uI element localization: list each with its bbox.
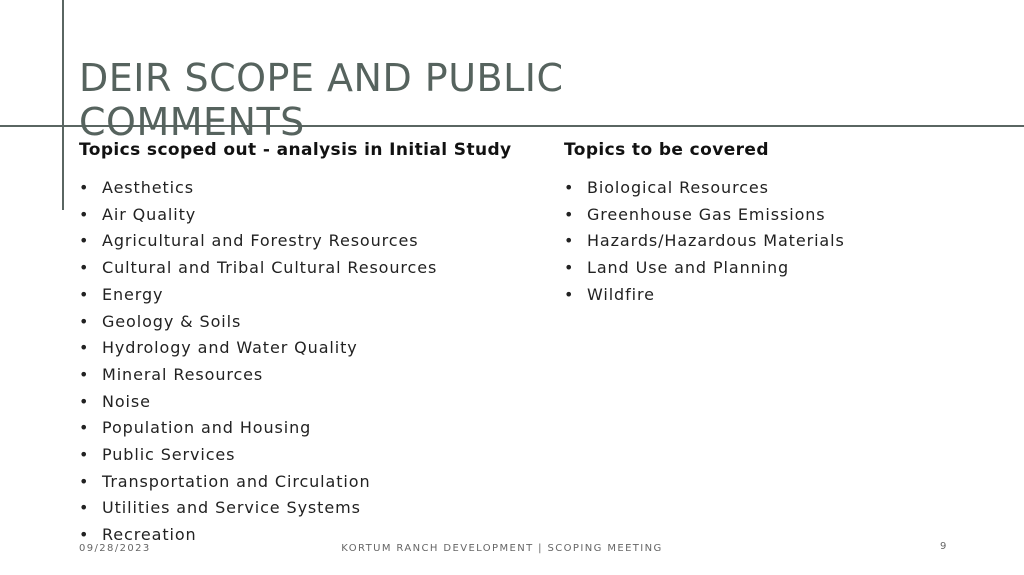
- list-item: • Energy: [79, 282, 549, 309]
- list-item: • Noise: [79, 389, 549, 416]
- bullet-icon: •: [79, 364, 90, 384]
- bullet-icon: •: [79, 525, 90, 545]
- list-item: • Aesthetics: [79, 175, 549, 202]
- bullet-icon: •: [79, 258, 90, 278]
- bullet-icon: •: [564, 258, 575, 278]
- scoped-out-heading: Topics scoped out - analysis in Initial Study: [79, 140, 512, 160]
- list-item: • Hazards/Hazardous Materials: [564, 228, 984, 255]
- bullet-icon: •: [79, 418, 90, 438]
- list-item: • Biological Resources: [564, 175, 984, 202]
- bullet-icon: •: [79, 445, 90, 465]
- scoped-out-list: [79, 175, 549, 549]
- list-item: • Public Services: [79, 442, 549, 469]
- list-item: • Hydrology and Water Quality: [79, 335, 549, 362]
- vertical-accent-line: [62, 0, 64, 210]
- slide-title: DEIR SCOPE AND PUBLIC COMMENTS: [79, 56, 564, 144]
- list-item: • Population and Housing: [79, 415, 549, 442]
- list-item: • Transportation and Circulation: [79, 469, 549, 496]
- bullet-icon: •: [79, 338, 90, 358]
- footer-date: 09/28/2023: [79, 543, 151, 554]
- bullet-icon: •: [564, 231, 575, 251]
- list-item: • Wildfire: [564, 282, 984, 309]
- bullet-icon: •: [564, 204, 575, 224]
- bullet-icon: •: [79, 284, 90, 304]
- list-item: • Air Quality: [79, 202, 549, 229]
- list-item: • Land Use and Planning: [564, 255, 984, 282]
- list-item: • Greenhouse Gas Emissions: [564, 202, 984, 229]
- list-item: • Recreation: [79, 522, 549, 549]
- bullet-icon: •: [564, 284, 575, 304]
- bullet-icon: •: [79, 498, 90, 518]
- bullet-icon: •: [79, 471, 90, 491]
- list-item: • Utilities and Service Systems: [79, 495, 549, 522]
- covered-column: [564, 138, 984, 309]
- list-item: • Mineral Resources: [79, 362, 549, 389]
- bullet-icon: •: [564, 178, 575, 197]
- footer-title: KORTUM RANCH DEVELOPMENT | SCOPING MEETING: [341, 543, 663, 554]
- list-item: • Cultural and Tribal Cultural Resources: [79, 255, 549, 282]
- scoped-out-column: [79, 138, 549, 549]
- list-item: • Agricultural and Forestry Resources: [79, 228, 549, 255]
- bullet-icon: •: [79, 231, 90, 251]
- covered-heading: Topics to be covered: [564, 140, 769, 160]
- list-item: • Geology & Soils: [79, 309, 549, 336]
- page-number: 9: [940, 541, 948, 552]
- bullet-icon: •: [79, 391, 90, 411]
- bullet-icon: •: [79, 311, 90, 331]
- covered-list: [564, 175, 984, 309]
- bullet-icon: •: [79, 204, 90, 224]
- bullet-icon: •: [79, 178, 90, 197]
